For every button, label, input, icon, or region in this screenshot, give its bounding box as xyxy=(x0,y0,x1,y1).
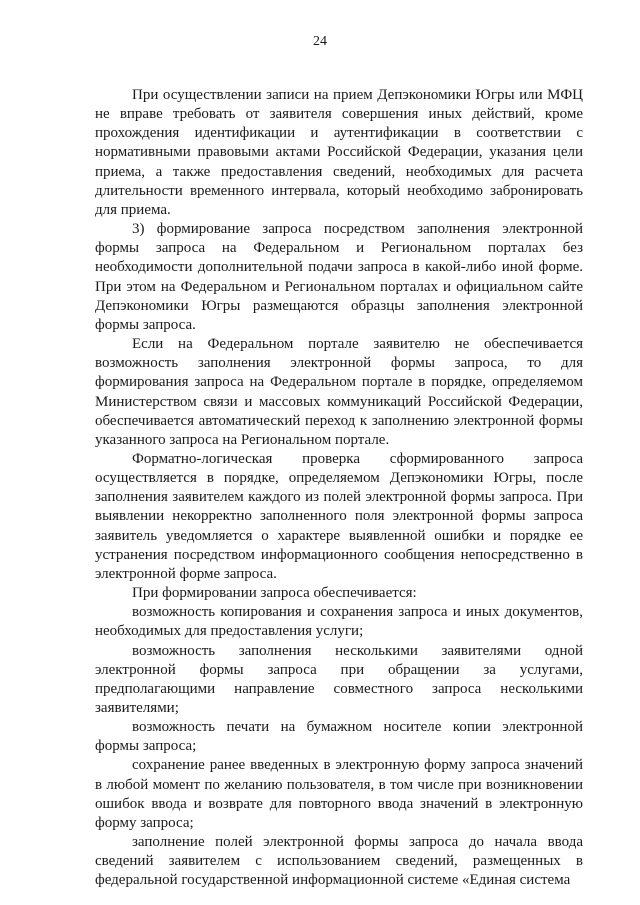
list-item-save-values: сохранение ранее введенных в электронную форму запроса значений в любой момент по желанию пользователя, в том числе при возникновении ошибок ввода и возврате для повторного ввода значений в электронную форму запроса; xyxy=(95,757,583,831)
paragraph-appointment-restrictions: При осуществлении записи на прием Депэкономики Югры или МФЦ не вправе требовать от заявителя совершения иных действий, кроме прохождения идентификации и аутентификации в соответствии с нормативными правовыми актами Российской Федерации, указания цели приема, а также предоставления сведений, необходимых для расчета длительности временного интервала, который необходимо забронировать для приема. xyxy=(95,87,583,218)
list-item-print-copy: возможность печати на бумажном носителе копии электронной формы запроса; xyxy=(95,719,583,755)
paragraph-item-3-electronic-form: 3) формирование запроса посредством заполнения электронной формы запроса на Федеральном и Региональном порталах без необходимости дополнительной подачи запроса в какой-либо иной форме. При этом на Федеральном и Региональном порталах и официальном сайте Депэкономики Югры размещаются образцы заполнения электронной формы запроса. xyxy=(95,221,583,333)
paragraph-request-provisions-intro: При формировании запроса обеспечивается: xyxy=(132,585,417,602)
list-item-multiple-applicants: возможность заполнения несколькими заявителями одной электронной формы запроса при обращении за услугами, предполагающими направление совместного запроса несколькими заявителями; xyxy=(95,642,583,716)
paragraph-format-logical-check: Форматно-логическая проверка сформированного запроса осуществляется в порядке, определяемом Депэкономики Югры, после заполнения заявителем каждого из полей электронной формы запроса. При выявлении некорректно заполненного поля электронной формы запроса заявитель уведомляется о характере выявленной ошибки и порядке ее устранения посредством информационного сообщения непосредственно в электронной форме запроса. xyxy=(95,450,583,582)
paragraph-federal-portal-redirect: Если на Федеральном портале заявителю не обеспечивается возможность заполнения электронной формы запроса, то для формирования запроса на Федеральном портале в порядке, определяемом Министерством связи и массовых коммуникаций Российской Федерации, обеспечивается автоматический переход к заполнению электронной формы указанного запроса на Региональном портале. xyxy=(95,336,583,448)
list-item-prefill-fields: заполнение полей электронной формы запроса до начала ввода сведений заявителем с использованием сведений, размещенных в федеральной государственной информационной системе «Единая система xyxy=(95,834,583,889)
list-item-copy-save: возможность копирования и сохранения запроса и иных документов, необходимых для предоставления услуги; xyxy=(95,604,583,640)
page-number: 24 xyxy=(313,34,327,49)
document-body xyxy=(95,86,583,891)
